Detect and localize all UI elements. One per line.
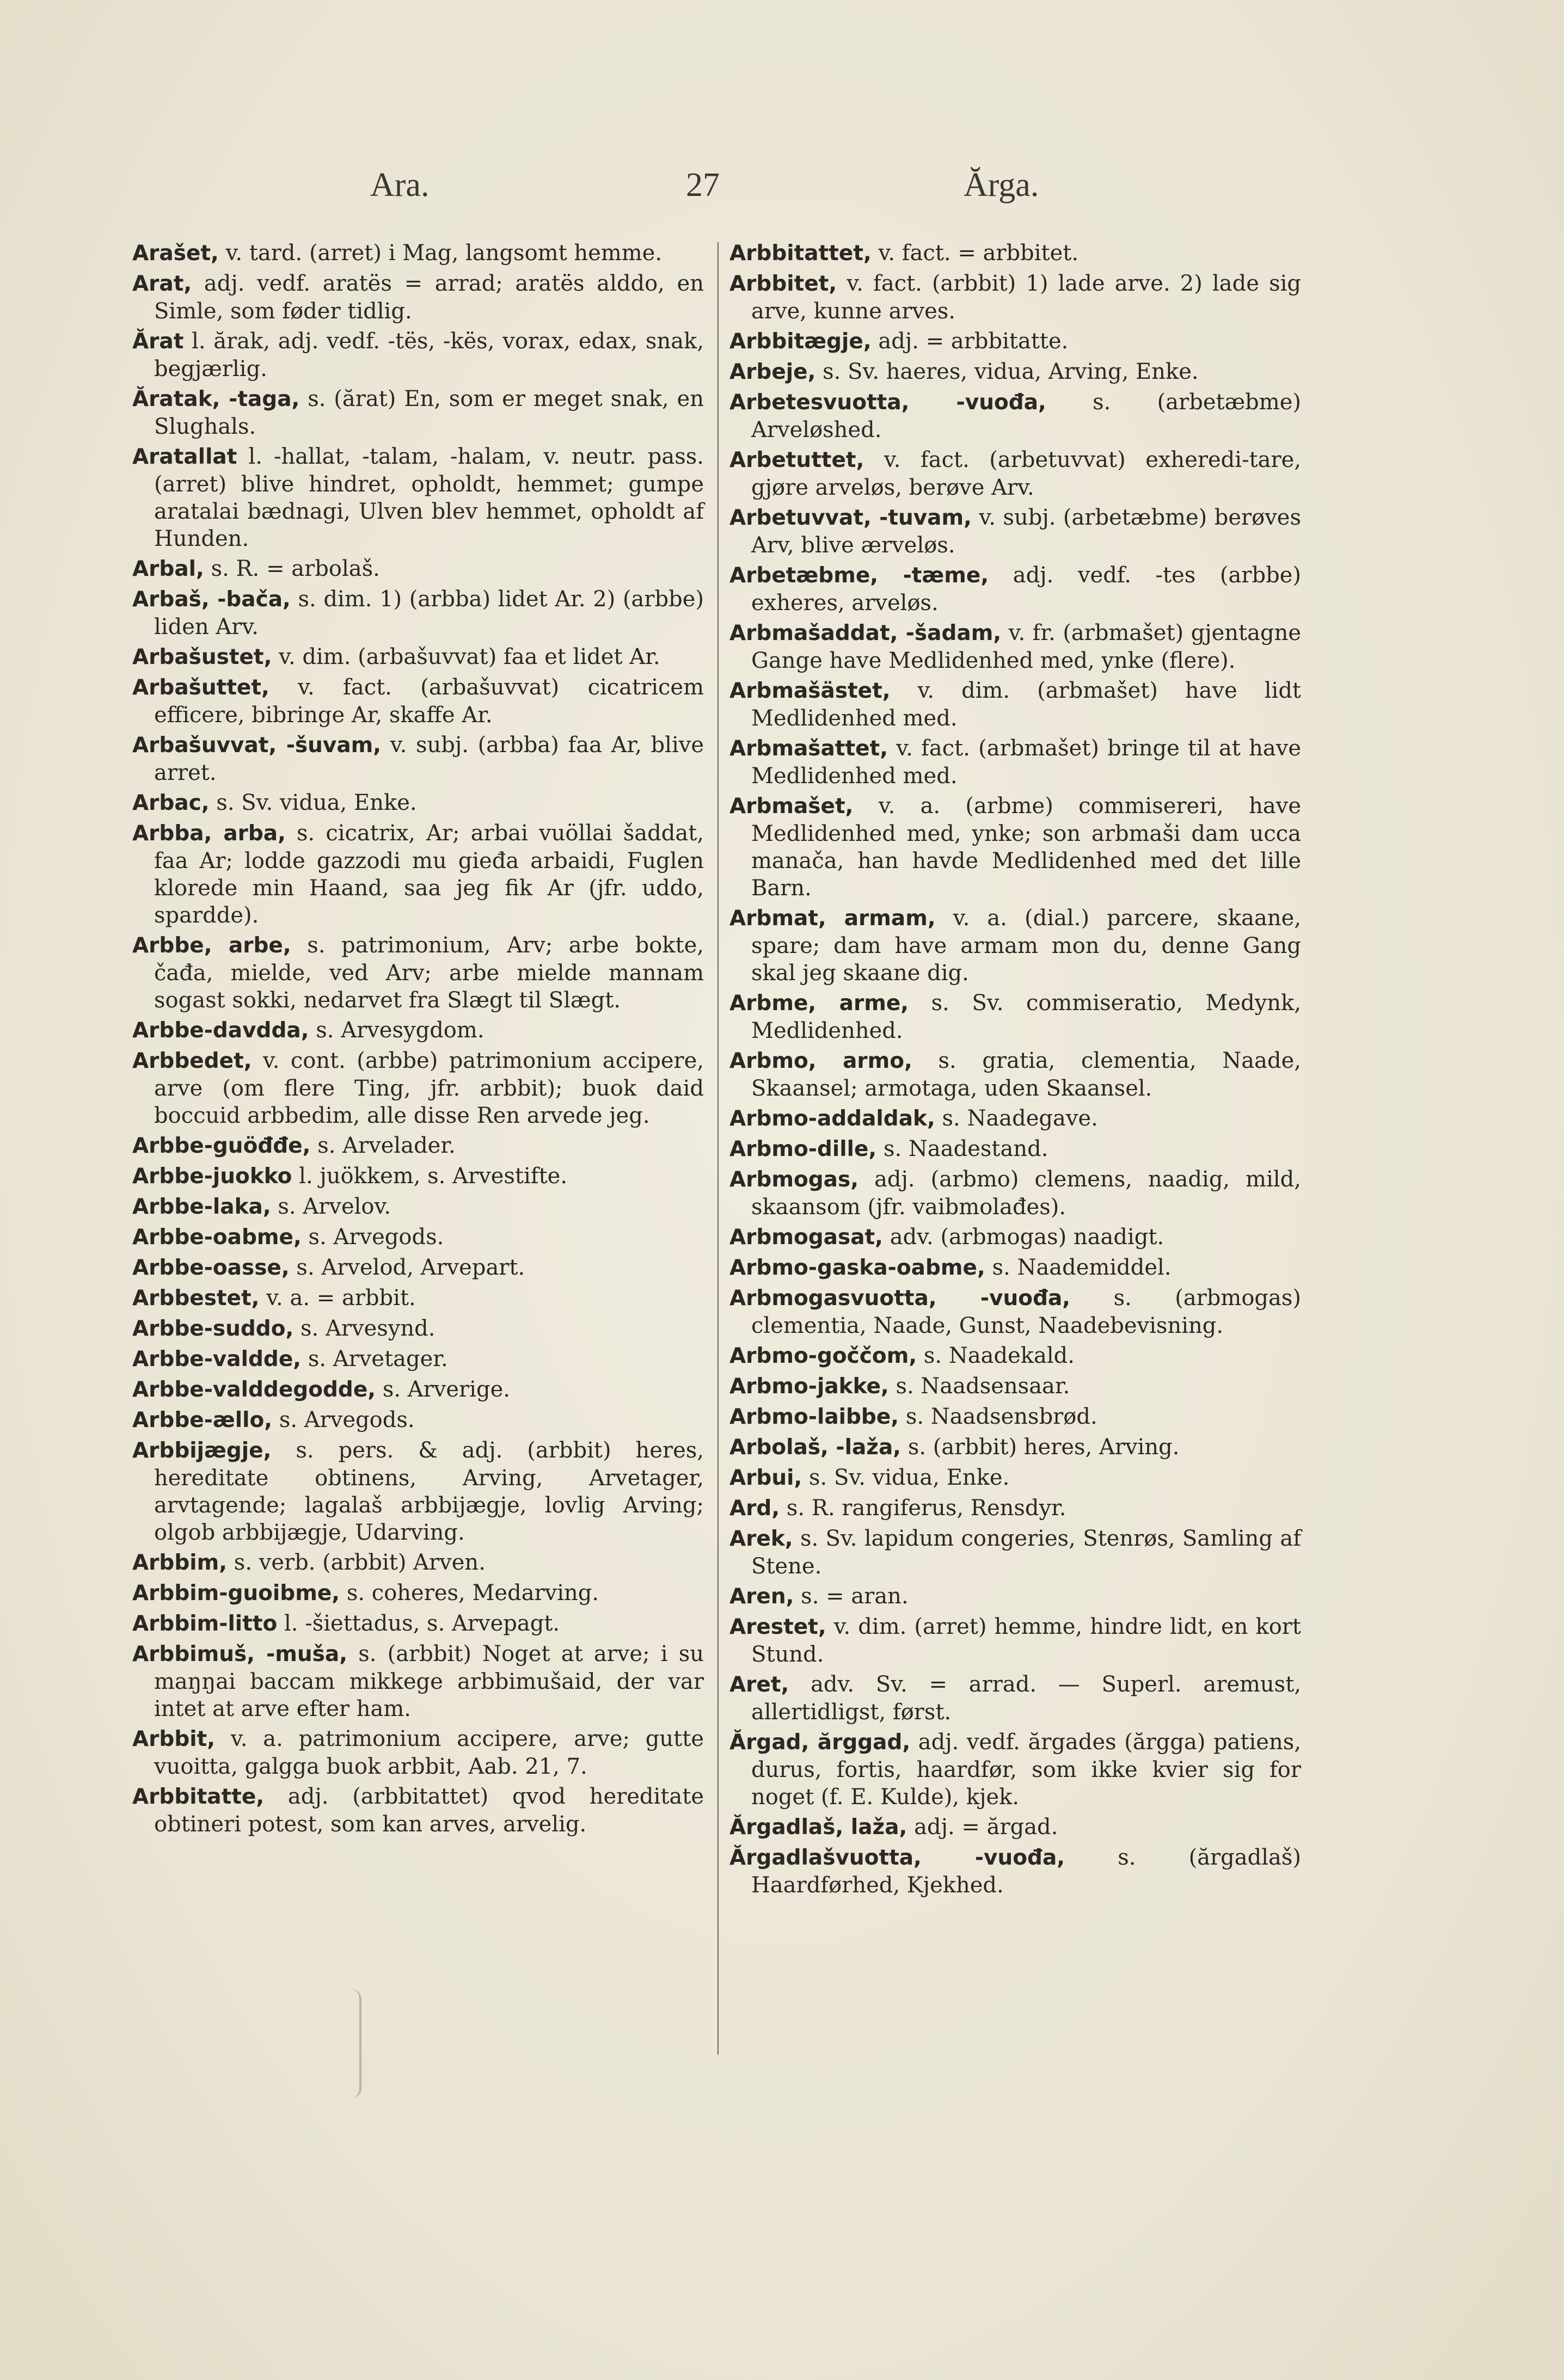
dictionary-entry bbox=[132, 555, 704, 583]
dictionary-entry bbox=[132, 731, 704, 786]
entry-headword: Arbbe-valdde, bbox=[132, 1347, 302, 1372]
entry-headword: Arbmo-jakke, bbox=[729, 1374, 889, 1399]
entry-headword: Arbmašästet, bbox=[729, 679, 891, 703]
entry-headword: Aratallat bbox=[132, 445, 237, 469]
dictionary-entry bbox=[132, 1047, 704, 1129]
entry-definition: s. Sv. haeres, vidua, Arving, Enke. bbox=[823, 359, 1199, 384]
entry-headword: Arbmogasat, bbox=[729, 1225, 883, 1250]
dictionary-entry bbox=[729, 1671, 1301, 1726]
entry-headword: Arbašuvvat, -šuvam, bbox=[132, 733, 382, 758]
page-edge-mark bbox=[338, 1989, 361, 2098]
entry-headword: Arbmo, armo, bbox=[729, 1049, 912, 1073]
entry-definition: adj. vedf. ărgades (ărgga) patiens, durus, fortis, haardfør, som ikke kvier sig for noget (f. E. Kulde), kjek. bbox=[751, 1730, 1301, 1810]
entry-headword: Arbbitatte, bbox=[132, 1785, 265, 1809]
entry-headword: Arek, bbox=[729, 1527, 793, 1551]
dictionary-entry bbox=[729, 989, 1301, 1044]
entry-definition: s. (arbmogas) clementia, Naade, Gunst, Naadebevisning. bbox=[751, 1286, 1302, 1338]
entry-headword: Arbmašattet, bbox=[729, 736, 888, 761]
entry-headword: Arbmašet, bbox=[729, 794, 854, 819]
entry-definition: l. -šiettadus, s. Arvepagt. bbox=[284, 1611, 560, 1636]
entry-headword: Arbetæbme, -tæme, bbox=[729, 563, 989, 588]
dictionary-entry bbox=[132, 1193, 704, 1221]
entry-headword: Arbmo-goččom, bbox=[729, 1344, 917, 1368]
entry-headword: Ărgadlaš, laža, bbox=[729, 1815, 907, 1840]
dictionary-entry bbox=[729, 1495, 1301, 1522]
entry-headword: Arbbedet, bbox=[132, 1049, 252, 1073]
header-left-guideword: Ara. bbox=[370, 167, 430, 204]
entry-definition: s. Sv. lapidum congeries, Stenrøs, Samling af Stene. bbox=[751, 1526, 1302, 1579]
entry-headword: Arbbim, bbox=[132, 1551, 228, 1575]
entry-headword: Ăratak, -taga, bbox=[132, 387, 300, 411]
dictionary-entry bbox=[132, 1315, 704, 1343]
entry-definition: adj. vedf. aratës = arrad; aratës alddo, en Simle, som føder tidlig. bbox=[154, 271, 704, 324]
entry-definition: v. tard. (arret) i Mag, langsomt hemme. bbox=[225, 241, 663, 266]
entry-definition: adj. = arbbitatte. bbox=[878, 329, 1069, 354]
entry-definition: s. Naadsensaar. bbox=[896, 1374, 1070, 1399]
dictionary-entry bbox=[132, 1610, 704, 1638]
entry-definition: v. fact. (arbmašet) bringe til at have Medlidenhed med. bbox=[751, 736, 1301, 789]
dictionary-entry bbox=[729, 358, 1301, 386]
entry-definition: s. Arvetager. bbox=[308, 1346, 448, 1372]
entry-definition: adv. (arbmogas) naadigt. bbox=[890, 1225, 1164, 1250]
entry-headword: Arbbitet, bbox=[729, 272, 837, 296]
entry-definition: s. Arvegods. bbox=[308, 1225, 444, 1250]
entry-headword: Arbba, arba, bbox=[132, 821, 286, 846]
entry-headword: Arat, bbox=[132, 272, 192, 296]
entry-headword: Arbmo-dille, bbox=[729, 1137, 877, 1161]
entry-definition: s. Sv. vidua, Enke. bbox=[809, 1465, 1010, 1490]
entry-headword: Arbal, bbox=[132, 557, 204, 581]
entry-definition: adj. = ărgad. bbox=[914, 1815, 1058, 1840]
entry-definition: s. (arbbit) Noget at arve; i su maŋŋai baccam mikkege arbbimušaid, der var intet at arve efter ham. bbox=[154, 1641, 704, 1721]
dictionary-entry bbox=[729, 792, 1301, 902]
entry-definition: v. subj. (arbetæbme) berøves Arv, blive ærveløs. bbox=[751, 505, 1301, 558]
entry-definition: adv. Sv. = arrad. — Superl. aremust, allertidligst, først. bbox=[751, 1672, 1301, 1725]
entry-headword: Arbbe-oasse, bbox=[132, 1256, 290, 1280]
dictionary-entry bbox=[132, 443, 704, 552]
dictionary-entry bbox=[132, 239, 704, 267]
entry-definition: s. Sv. commiseratio, Medynk, Medlidenhed. bbox=[751, 991, 1302, 1043]
entry-definition: s. (ărat) En, som er meget snak, en Slughals. bbox=[154, 386, 704, 439]
dictionary-entry bbox=[132, 328, 704, 383]
entry-headword: Arbbe-juokko bbox=[132, 1164, 292, 1189]
page-number: 27 bbox=[686, 167, 720, 204]
dictionary-entry bbox=[132, 586, 704, 641]
entry-headword: Arbmašaddat, -šadam, bbox=[729, 621, 1002, 645]
dictionary-entry bbox=[729, 446, 1301, 501]
column-divider bbox=[717, 242, 719, 2055]
entry-headword: Arbolaš, -laža, bbox=[729, 1435, 901, 1460]
entry-definition: v. fact. (arbašuvvat) cicatricem efficere, bibringe Ar, skaffe Ar. bbox=[154, 675, 704, 728]
dictionary-entry bbox=[729, 677, 1301, 732]
dictionary-entry bbox=[729, 1729, 1301, 1811]
entry-headword: Ărgadlašvuotta, -vuođa, bbox=[729, 1846, 1065, 1870]
entry-headword: Arbeje, bbox=[729, 360, 816, 384]
dictionary-entry bbox=[729, 1464, 1301, 1492]
entry-headword: Arbbe-guöđđe, bbox=[132, 1134, 311, 1158]
entry-headword: Arbetuttet, bbox=[729, 448, 864, 472]
entry-definition: s. Naademiddel. bbox=[992, 1255, 1172, 1280]
entry-definition: s. Naadegave. bbox=[942, 1106, 1098, 1131]
entry-definition: s. gratia, clementia, Naade, Skaansel; armotaga, uden Skaansel. bbox=[751, 1048, 1301, 1101]
entry-headword: Arbbestet, bbox=[132, 1286, 260, 1311]
entry-definition: v. a. (arbme) commisereri, have Medlidenhed med, ynke; son arbmaši dam ucca manača, han havde Medlidenhed med det lille Barn. bbox=[751, 794, 1302, 901]
dictionary-entry bbox=[729, 619, 1301, 674]
entry-definition: l. juökkem, s. Arvestifte. bbox=[299, 1164, 568, 1189]
entry-definition: s. cicatrix, Ar; arbai vuöllai šaddat, faa Ar; lodde gazzodi mu gieđa arbaidi, Fuglen klorede min Haand, saa jeg fik Ar (jfr. uddo, spardde). bbox=[154, 821, 704, 928]
entry-headword: Arbbim-guoibme, bbox=[132, 1581, 340, 1606]
entry-definition: adj. (arbbitattet) qvod hereditate obtineri potest, som kan arves, arvelig. bbox=[154, 1784, 704, 1837]
dictionary-entry bbox=[132, 1163, 704, 1190]
entry-definition: v. fact. (arbbit) 1) lade arve. 2) lade sig arve, kunne arves. bbox=[751, 271, 1301, 324]
entry-definition: s. Naadestand. bbox=[883, 1136, 1048, 1161]
entry-definition: s. (arbbit) heres, Arving. bbox=[907, 1435, 1180, 1460]
entry-headword: Arbbe-suddo, bbox=[132, 1317, 294, 1341]
entry-definition: s. = aran. bbox=[801, 1584, 909, 1609]
page-header bbox=[0, 166, 1564, 210]
dictionary-entry bbox=[132, 1284, 704, 1312]
dictionary-entry bbox=[729, 1613, 1301, 1668]
dictionary-entry bbox=[132, 1579, 704, 1607]
entry-definition: s. Arverige. bbox=[382, 1377, 510, 1402]
entry-headword: Arbašustet, bbox=[132, 645, 272, 669]
entry-headword: Arbme, arme, bbox=[729, 991, 909, 1016]
entry-headword: Arbašuttet, bbox=[132, 675, 269, 700]
left-column bbox=[132, 239, 704, 1841]
entry-definition: s. coheres, Medarving. bbox=[346, 1580, 599, 1606]
entry-definition: s. R. = arbolaš. bbox=[211, 556, 380, 581]
entry-headword: Arbbe-laka, bbox=[132, 1195, 271, 1219]
entry-headword: Arbmo-laibbe, bbox=[729, 1405, 899, 1429]
entry-definition: s. Naadekald. bbox=[923, 1343, 1075, 1368]
dictionary-entry bbox=[132, 1549, 704, 1577]
entry-headword: Arbbe-davdda, bbox=[132, 1018, 309, 1043]
dictionary-entry bbox=[729, 389, 1301, 444]
entry-headword: Arbac, bbox=[132, 791, 210, 815]
dictionary-entry bbox=[729, 1434, 1301, 1461]
dictionary-entry bbox=[132, 932, 704, 1014]
entry-headword: Arbbim-litto bbox=[132, 1612, 278, 1636]
entry-definition: s. pers. & adj. (arbbit) heres, hereditate obtinens, Arving, Arvetager, arvtagende; lagalaš arbbijægje, lovlig Arving; olgob arbbijægje, Udarving. bbox=[154, 1438, 704, 1545]
entry-definition: v. dim. (arbmašet) have lidt Medlidenhed med. bbox=[751, 678, 1301, 731]
entry-definition: s. (arbetæbme) Arveløshed. bbox=[751, 390, 1301, 442]
header-right-guideword: Ărga. bbox=[964, 167, 1039, 204]
dictionary-entry bbox=[729, 239, 1301, 267]
entry-definition: s. Sv. vidua, Enke. bbox=[216, 790, 417, 815]
dictionary-entry bbox=[132, 820, 704, 929]
dictionary-entry bbox=[729, 1166, 1301, 1221]
dictionary-entry bbox=[132, 1406, 704, 1434]
entry-definition: s. Arvelod, Arvepart. bbox=[296, 1255, 525, 1280]
dictionary-entry bbox=[729, 1135, 1301, 1163]
dictionary-entry bbox=[132, 1345, 704, 1373]
right-column bbox=[729, 239, 1301, 1902]
entry-definition: v. subj. (arbba) faa Ar, blive arret. bbox=[154, 733, 704, 785]
entry-headword: Arbbe-valddegodde, bbox=[132, 1377, 376, 1402]
entry-headword: Arbbe-ællo, bbox=[132, 1408, 273, 1432]
dictionary-entry bbox=[132, 385, 704, 440]
entry-headword: Arbbitægje, bbox=[729, 329, 872, 354]
entry-headword: Arbbe, arbe, bbox=[132, 933, 291, 958]
entry-definition: v. dim. (arret) hemme, hindre lidt, en kort Stund. bbox=[751, 1614, 1301, 1667]
dictionary-entry bbox=[132, 643, 704, 671]
dictionary-entry bbox=[132, 1725, 704, 1780]
dictionary-entry bbox=[729, 504, 1301, 559]
entry-definition: s. patrimonium, Arv; arbe bokte, čađa, mielde, ved Arv; arbe mielde mannam sogast sokki, nedarvet fra Slægt til Slægt. bbox=[154, 933, 704, 1013]
entry-headword: Arbetesvuotta, -vuođa, bbox=[729, 390, 1046, 415]
dictionary-entry bbox=[132, 1254, 704, 1282]
dictionary-entry bbox=[729, 1844, 1301, 1899]
entry-definition: l. ărak, adj. vedf. -tës, -kës, vorax, edax, snak, begjærlig. bbox=[154, 329, 704, 382]
dictionary-entry bbox=[132, 1640, 704, 1723]
entry-definition: v. a. (dial.) parcere, skaane, spare; dam have armam mon du, denne Gang skal jeg skaane dig. bbox=[751, 906, 1301, 986]
entry-headword: Aret, bbox=[729, 1672, 789, 1697]
entry-headword: Arbbe-oabme, bbox=[132, 1225, 302, 1250]
dictionary-entry bbox=[729, 1047, 1301, 1102]
dictionary-entry bbox=[729, 1373, 1301, 1400]
dictionary-entry bbox=[132, 270, 704, 325]
dictionary-entry bbox=[729, 270, 1301, 325]
dictionary-entry bbox=[729, 905, 1301, 987]
dictionary-entry bbox=[729, 1342, 1301, 1370]
entry-definition: adj. (arbmo) clemens, naadig, mild, skaansom (jfr. vaibmolađes). bbox=[751, 1167, 1301, 1220]
dictionary-entry bbox=[132, 1783, 704, 1838]
dictionary-entry bbox=[729, 1525, 1301, 1580]
dictionary-entry bbox=[132, 674, 704, 729]
entry-headword: Ard, bbox=[729, 1496, 780, 1521]
entry-headword: Arbaš, -bača, bbox=[132, 587, 291, 612]
entry-definition: v. a. = arbbit. bbox=[266, 1286, 416, 1311]
entry-headword: Ărat bbox=[132, 329, 184, 354]
entry-definition: s. Naadsensbrød. bbox=[905, 1404, 1097, 1429]
entry-headword: Ărgad, ărggad, bbox=[729, 1730, 911, 1755]
dictionary-entry bbox=[729, 562, 1301, 617]
entry-definition: s. (ărgadlaš) Haardførhed, Kjekhed. bbox=[751, 1845, 1301, 1898]
entry-headword: Arestet, bbox=[729, 1615, 826, 1639]
dictionary-entry bbox=[132, 1017, 704, 1044]
dictionary-entry bbox=[729, 1583, 1301, 1610]
entry-definition: s. dim. 1) (arbba) lidet Ar. 2) (arbbe) liden Arv. bbox=[154, 587, 704, 639]
entry-headword: Arbmogas, bbox=[729, 1167, 859, 1192]
entry-headword: Aren, bbox=[729, 1584, 794, 1609]
dictionary-entry bbox=[132, 1437, 704, 1546]
entry-definition: s. R. rangiferus, Rensdyr. bbox=[786, 1496, 1066, 1521]
entry-definition: s. Arvesynd. bbox=[300, 1316, 436, 1341]
dictionary-entry bbox=[729, 1403, 1301, 1431]
dictionary-entry bbox=[729, 1105, 1301, 1133]
dictionary-entry bbox=[132, 1376, 704, 1404]
dictionary-entry bbox=[132, 1132, 704, 1160]
dictionary-entry bbox=[132, 789, 704, 817]
entry-definition: s. Arvegods. bbox=[279, 1407, 415, 1432]
entry-headword: Arbbijægje, bbox=[132, 1438, 272, 1463]
dictionary-entry bbox=[729, 1813, 1301, 1841]
entry-headword: Arbmat, armam, bbox=[729, 906, 936, 931]
entry-headword: Arbbitattet, bbox=[729, 241, 872, 266]
entry-headword: Arbbimuš, -muša, bbox=[132, 1642, 348, 1666]
entry-definition: v. fact. = arbbitet. bbox=[878, 241, 1079, 266]
entry-definition: v. dim. (arbašuvvat) faa et lidet Ar. bbox=[279, 644, 660, 669]
entry-headword: Arbetuvvat, -tuvam, bbox=[729, 506, 972, 530]
entry-definition: s. Arvelov. bbox=[278, 1194, 391, 1219]
entry-definition: v. a. patrimonium accipere, arve; gutte vuoitta, galgga buok arbbit, Aab. 21, 7. bbox=[154, 1726, 704, 1779]
entry-definition: v. cont. (arbbe) patrimonium accipere, arve (om flere Ting, jfr. arbbit); buok daid boccuid arbbedim, alle disse Ren arvede jeg. bbox=[154, 1048, 704, 1128]
entry-headword: Arbmo-addaldak, bbox=[729, 1106, 935, 1131]
entry-definition: v. fact. (arbetuvvat) exheredi-tare, gjøre arveløs, berøve Arv. bbox=[751, 447, 1301, 500]
entry-headword: Arbbit, bbox=[132, 1727, 216, 1751]
entry-headword: Arašet, bbox=[132, 241, 219, 266]
entry-headword: Arbmogasvuotta, -vuođa, bbox=[729, 1286, 1071, 1311]
entry-headword: Arbui, bbox=[729, 1466, 802, 1490]
entry-definition: s. Arvelader. bbox=[317, 1133, 456, 1158]
entry-definition: adj. vedf. -tes (arbbe) exheres, arveløs. bbox=[751, 563, 1301, 616]
dictionary-entry bbox=[729, 1223, 1301, 1251]
entry-definition: l. -hallat, -talam, -halam, v. neutr. pass. (arret) blive hindret, opholdt, hemmet; gumpe aratalai bædnagi, Ulven blev hemmet, opholdt af Hunden. bbox=[154, 444, 704, 551]
dictionary-entry bbox=[729, 1284, 1301, 1339]
dictionary-entry bbox=[132, 1223, 704, 1251]
dictionary-entry bbox=[729, 735, 1301, 790]
dictionary-entry bbox=[729, 328, 1301, 355]
entry-definition: s. Arvesygdom. bbox=[316, 1018, 484, 1043]
dictionary-entry bbox=[729, 1254, 1301, 1282]
entry-definition: v. fr. (arbmašet) gjentagne Gange have Medlidenhed med, ynke (flere). bbox=[751, 620, 1301, 673]
entry-definition: s. verb. (arbbit) Arven. bbox=[234, 1550, 486, 1575]
entry-headword: Arbmo-gaska-oabme, bbox=[729, 1256, 985, 1280]
